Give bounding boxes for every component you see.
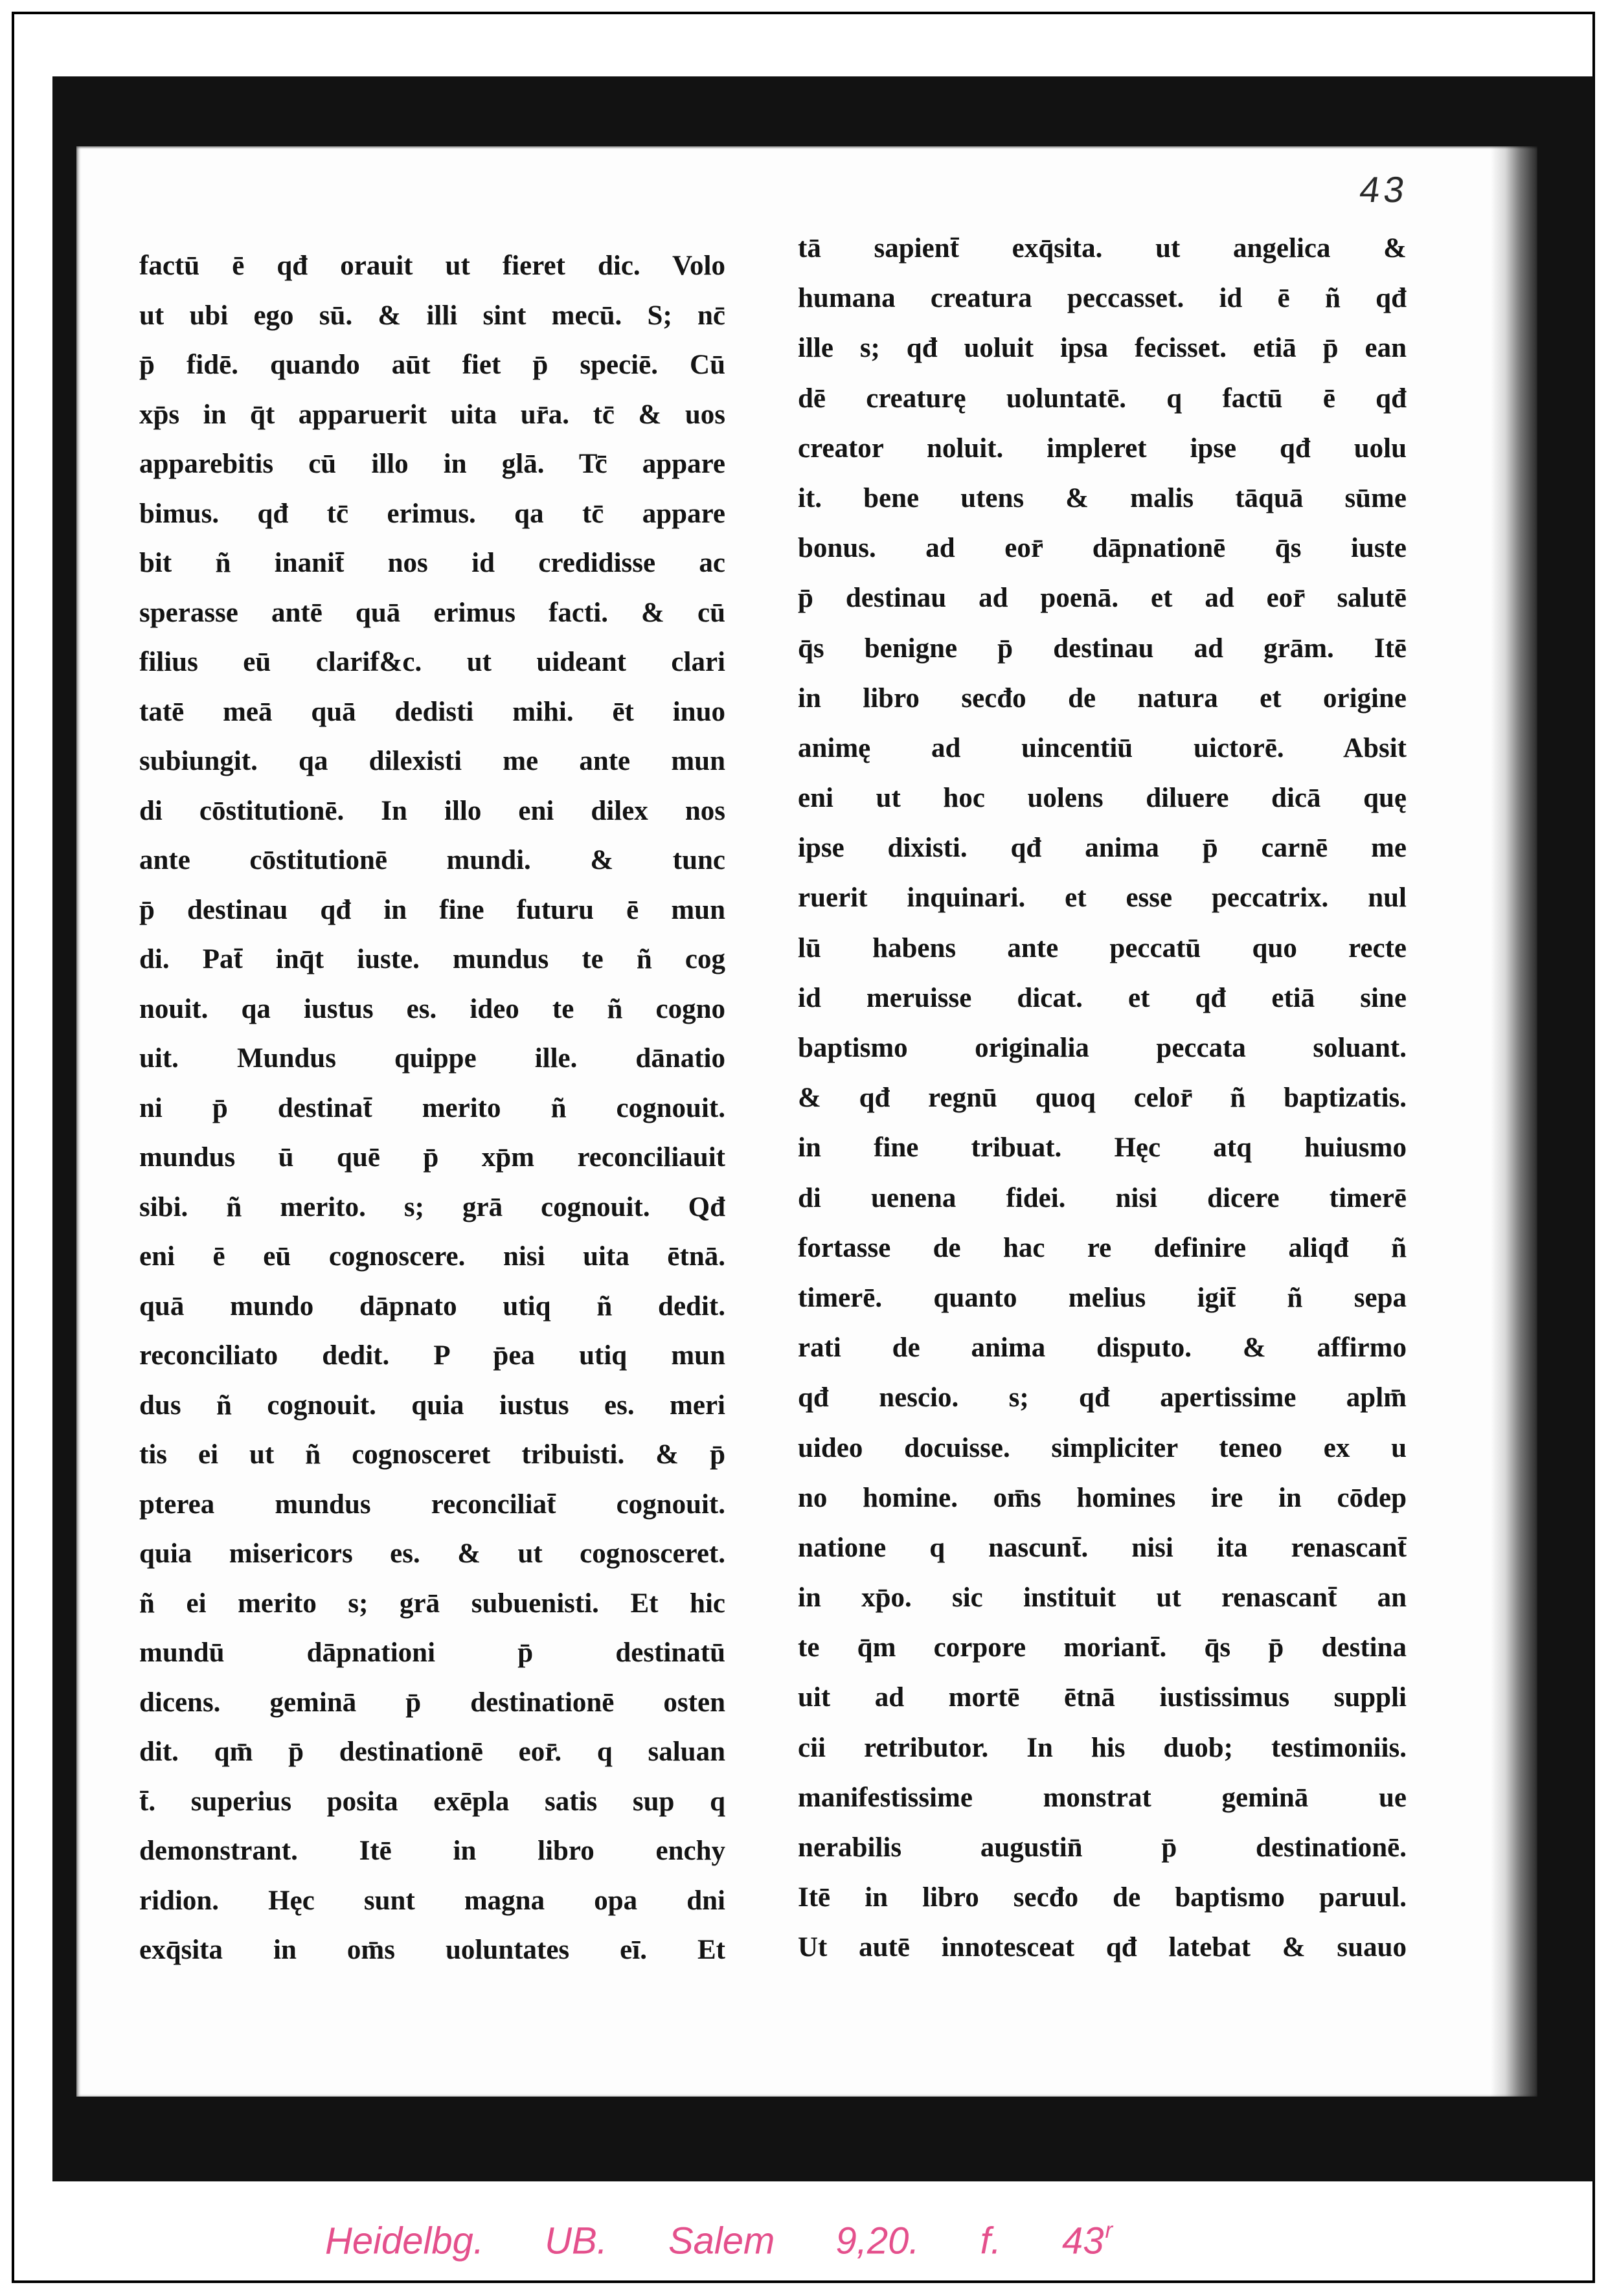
manuscript-line: ante cōstitutionē mundi. & tunc [139,845,725,875]
manuscript-line: apparebitis cū illo in glā. Tc̄ appare [139,449,725,479]
manuscript-line: qđ nescio. s; qđ apertissime aplm̄ [798,1382,1407,1413]
manuscript-line: p̄ destinau ad poenā. et ad eor̄ salutē [798,583,1407,614]
manuscript-line: quā mundo dāpnato utiq ñ dedit. [139,1290,725,1322]
manuscript-line: it. bene utens & malis tāquā sūme [798,482,1407,513]
manuscript-line: & qđ regnū quoq celor̄ ñ baptizatis. [798,1083,1407,1114]
manuscript-line: q̄s benigne p̄ destinau ad grām. Itē [798,633,1407,664]
manuscript-line: in fine tribuat. Hęc atq huiusmo [798,1132,1407,1164]
manuscript-line: pterea mundus reconciliat̄ cognouit. [139,1489,725,1520]
manuscript-line: filius eū clarif&c. ut uideant clari [139,647,725,677]
manuscript-line: tatē meā quā dedisti mihi. ēt inuo [139,696,725,727]
manuscript-line: factū ē qđ orauit ut fieret dic. Volo [139,251,725,281]
manuscript-line: sibi. ñ merito. s; grā cognouit. Qđ [139,1191,725,1222]
manuscript-line: ille s; qđ uoluit ipsa fecisset. etiā p̄ ean [798,333,1407,364]
manuscript-line: demonstrant. Itē in libro enchy [139,1836,725,1866]
shelfmark-superscript: r [1105,2218,1113,2243]
manuscript-line: dit. qm̄ p̄ destinationē eor̄. q saluan [139,1737,725,1767]
manuscript-line: Ut autē innotesceat qđ latebat & suauo [798,1932,1407,1963]
manuscript-line: ruerit inquinari. et esse peccatrix. nul [798,883,1407,914]
manuscript-line: timerē. quanto melius igit̄ ñ sepa [798,1282,1407,1313]
manuscript-line: manifestissime monstrat geminā ue [798,1782,1407,1813]
text-column-right [798,223,1407,1973]
manuscript-line: animę ad uincentiū uictorē. Absit [798,732,1407,763]
manuscript-line: in libro secđo de natura et origine [798,682,1407,714]
manuscript-line: dē creaturę uoluntatē. q factū ē qđ [798,383,1407,414]
manuscript-line: fortasse de hac re definire aliqđ ñ [798,1232,1407,1263]
manuscript-line: nouit. qa iustus es. ideo te ñ cogno [139,993,725,1024]
manuscript-line: mundū dāpnationi p̄ destinatū [139,1638,725,1668]
manuscript-line: te q̄m corpore moriant̄. q̄s p̄ destina [798,1632,1407,1663]
manuscript-line: ni p̄ destinat̄ merito ñ cognouit. [139,1092,725,1123]
manuscript-line: di. Pat̄ inq̄t iuste. mundus te ñ cog [139,944,725,974]
manuscript-line: p̄ fidē. quando aūt fiet p̄ speciē. Cū [139,350,725,380]
manuscript-line: quia misericors es. & ut cognosceret. [139,1538,725,1569]
manuscript-line: lū habens ante peccatū quo recte [798,932,1407,963]
manuscript-line: baptismo originalia peccata soluant. [798,1033,1407,1063]
manuscript-line: no homine. om̄s homines ire in cōdep [798,1482,1407,1513]
manuscript-line: bit ñ inanit̄ nos id credidisse ac [139,548,725,578]
shelfmark-text: Heidelbg. UB. Salem 9,20. f. 43 [325,2220,1104,2262]
folio-number: 43 [1357,169,1411,210]
manuscript-line: ridion. Hęc sunt magna opa dni [139,1885,725,1916]
manuscript-line: tis ei ut ñ cognosceret tribuisti. & p̄ [139,1439,725,1470]
manuscript-line: tā sapient̄ exq̄sita. ut angelica & [798,233,1407,264]
manuscript-line: Itē in libro secđo de baptismo paruul. [798,1882,1407,1913]
manuscript-line: p̄ destinau qđ in fine futuru ē mun [139,894,725,925]
manuscript-line: di uenena fidei. nisi dicere timerē [798,1182,1407,1213]
manuscript-line: uideo docuisse. simpliciter teneo ex u [798,1432,1407,1463]
manuscript-line: ñ ei merito s; grā subuenisti. Et hic [139,1588,725,1619]
manuscript-line: eni ut hoc uolens diluere dicā quę [798,783,1407,814]
manuscript-line: dicens. geminā p̄ destinationē osten [139,1687,725,1718]
manuscript-line: ut ubi ego sū. & illi sint mecū. S; nc̄ [139,300,725,331]
manuscript-line: subiungit. qa dilexisti me ante mun [139,746,725,776]
manuscript-line: reconciliato dedit. P p̄ea utiq mun [139,1340,725,1371]
manuscript-line: bimus. qđ tc̄ erimus. qa tc̄ appare [139,498,725,529]
manuscript-line: mundus ū quē p̄ xp̄m reconciliauit [139,1142,725,1173]
manuscript-line: humana creatura peccasset. id ē ñ qđ [798,283,1407,314]
manuscript-line: creator noluit. impleret ipse qđ uolu [798,433,1407,464]
shelfmark-note [325,2218,1113,2262]
manuscript-line: ipse dixisti. qđ anima p̄ carnē me [798,833,1407,864]
manuscript-line: exq̄sita in om̄s uoluntates eī. Et [139,1935,725,1965]
manuscript-line: natione q nascunt̄. nisi ita renascant̄ [798,1532,1407,1563]
manuscript-line: id meruisse dicat. et qđ etiā sine [798,982,1407,1013]
manuscript-line: di cōstitutionē. In illo eni dilex nos [139,795,725,826]
manuscript-page [76,146,1537,2097]
manuscript-line: uit ad mortē ētnā iustissimus suppli [798,1682,1407,1713]
manuscript-line: eni ē eū cognoscere. nisi uita ētnā. [139,1241,725,1272]
manuscript-line: t̄. superius posita exēpla satis sup q [139,1786,725,1817]
manuscript-line: sperasse antē quā erimus facti. & cū [139,597,725,628]
manuscript-line: uit. Mundus quippe ille. dānatio [139,1043,725,1074]
text-column-left [139,242,725,1975]
manuscript-line: nerabilis augustin̄ p̄ destinationē. [798,1832,1407,1863]
manuscript-line: in xp̄o. sic instituit ut renascant̄ an [798,1582,1407,1614]
manuscript-line: rati de anima disputo. & affirmo [798,1333,1407,1364]
manuscript-line: cii retributor. In his duob; testimoniis. [798,1732,1407,1763]
manuscript-line: bonus. ad eor̄ dāpnationē q̄s iuste [798,533,1407,564]
manuscript-line: xp̄s in q̄t apparuerit uita ur̄a. tc̄ & uos [139,399,725,430]
manuscript-line: dus ñ cognouit. quia iustus es. meri [139,1390,725,1421]
